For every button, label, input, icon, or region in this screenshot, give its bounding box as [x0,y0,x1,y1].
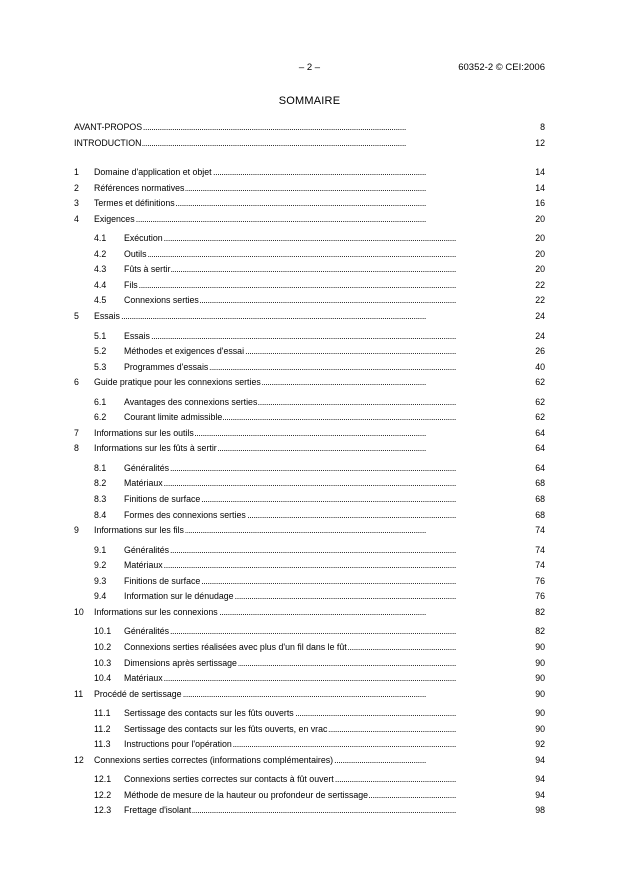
entry-number: 9.2 [94,560,107,571]
entry-page: 68 [534,476,545,492]
entry-title: Exigences [94,212,136,228]
dot-leader [94,212,532,228]
entry-title: Outils [124,247,148,263]
entry-number: 10 [74,606,84,617]
entry-title: Procédé de sertissage [94,687,183,703]
entry-title: Avantages des connexions serties [124,395,258,411]
dot-leader [124,558,532,574]
entry-title: Information sur le dénudage [124,589,235,605]
toc-subsection-4-2[interactable] [74,247,545,263]
entry-title: Informations sur les fils [94,523,185,539]
toc-subsection-8-2[interactable] [74,476,545,492]
entry-number: 8.1 [94,462,107,473]
toc-title: SOMMAIRE [278,95,341,107]
table-of-contents [74,120,545,819]
entry-title: Finitions de surface [124,574,201,590]
entry-title: Essais [124,329,151,345]
entry-number: 4 [74,213,79,224]
dot-leader [124,543,532,559]
entry-page: 62 [534,395,545,411]
dot-leader [124,476,532,492]
entry-number: 12 [74,754,84,765]
dot-leader [124,231,532,247]
toc-subsection-10-3[interactable] [74,656,545,672]
entry-page: 82 [534,624,545,640]
document-reference: 60352-2 © CEI:2006 [458,62,545,73]
page-number: – 2 – [298,62,321,73]
entry-number: 12.3 [94,805,112,816]
entry-title: Domaine d'application et objet [94,165,213,181]
entry-title: Généralités [124,461,170,477]
entry-title: Programmes d'essais [124,360,209,376]
toc-subsection-8-4[interactable] [74,508,545,524]
entry-page: 90 [534,687,545,703]
entry-title: Références normatives [94,181,185,197]
entry-title: Fûts à sertir [124,262,171,278]
entry-page: 20 [534,231,545,247]
entry-page: 64 [534,461,545,477]
entry-number: 9.4 [94,591,107,602]
entry-title: Frettage d'isolant [124,803,192,819]
entry-number: 5.1 [94,330,107,341]
entry-page: 82 [534,605,545,621]
entry-title: Connexions serties réalisées avec plus d'un fil dans le fût [124,640,348,656]
dot-leader [94,309,532,325]
dot-leader [124,624,532,640]
entry-number: 5 [74,311,79,322]
entry-page: 68 [534,508,545,524]
dot-leader [124,461,532,477]
toc-section-11[interactable] [74,687,545,703]
entry-title: Exécution [124,231,164,247]
entry-title: Essais [94,309,121,325]
entry-number: 4.3 [94,264,107,275]
entry-page: 22 [534,278,545,294]
entry-number: 1 [74,167,79,178]
entry-page: 90 [534,640,545,656]
toc-subsection-6-2[interactable] [74,410,545,426]
entry-number: 9.1 [94,544,107,555]
toc-subsection-4-4[interactable] [74,278,545,294]
toc-subsection-6-1[interactable] [74,395,545,411]
entry-number: 9.3 [94,575,107,586]
toc-section-6[interactable] [74,375,545,391]
entry-number: 3 [74,198,79,209]
entry-title: Matériaux [124,671,164,687]
toc-subsection-8-1[interactable] [74,461,545,477]
entry-number: 5.3 [94,361,107,372]
entry-title: Connexions serties correctes sur contacts à fût ouvert [124,772,335,788]
entry-page: 24 [534,329,545,345]
entry-number: 8.4 [94,509,107,520]
entry-title: Informations sur les connexions [94,605,219,621]
entry-number: 4.2 [94,248,107,259]
entry-title: INTRODUCTION [74,136,142,152]
entry-title: Courant limite admissible [124,410,223,426]
entry-number: 10.3 [94,657,112,668]
toc-section-9[interactable] [74,523,545,539]
entry-number: 11.2 [94,723,111,734]
entry-number: 8.3 [94,494,107,505]
entry-page: 90 [534,656,545,672]
dot-leader [124,247,532,263]
entry-title: Informations sur les outils [94,426,195,442]
toc-section-5[interactable] [74,309,545,325]
entry-number: 4.1 [94,233,107,244]
toc-subsection-5-1[interactable] [74,329,545,345]
entry-page: 74 [534,558,545,574]
entry-number: 12.2 [94,789,112,800]
dot-leader [124,278,532,294]
entry-number: 2 [74,182,79,193]
entry-number: 4.5 [94,295,107,306]
entry-page: 14 [534,165,545,181]
entry-number: 11.1 [94,708,111,719]
entry-title: Termes et définitions [94,196,176,212]
entry-title: Formes des connexions serties [124,508,247,524]
entry-title: Dimensions après sertissage [124,656,238,672]
toc-section-1[interactable] [74,165,545,181]
entry-page: 76 [534,574,545,590]
toc-section-10[interactable] [74,605,545,621]
entry-page: 94 [534,772,545,788]
toc-section-3[interactable] [74,196,545,212]
entry-page: 76 [534,589,545,605]
entry-title: Sertissage des contacts sur les fûts ouverts [124,706,295,722]
entry-page: 24 [534,309,545,325]
entry-number: 11.3 [94,739,111,750]
entry-title: Connexions serties [124,293,200,309]
entry-page: 94 [534,753,545,769]
entry-page: 98 [534,803,545,819]
toc-section-2[interactable] [74,181,545,197]
toc-section-4[interactable] [74,212,545,228]
entry-title: Méthode de mesure de la hauteur ou profondeur de sertissage [124,788,369,804]
entry-page: 68 [534,492,545,508]
toc-subsection-4-1[interactable] [74,231,545,247]
entry-page: 90 [534,722,545,738]
entry-number: 9 [74,525,79,536]
entry-number: 10.4 [94,673,112,684]
entry-title: Instructions pour l'opération [124,737,233,753]
entry-number: 8.2 [94,478,107,489]
toc-front-entry[interactable] [74,136,545,152]
toc-section-12[interactable] [74,753,545,769]
toc-subsection-11-3[interactable] [74,737,545,753]
toc-subsection-5-3[interactable] [74,360,545,376]
dot-leader [124,262,532,278]
entry-number: 6 [74,377,79,388]
toc-subsection-10-2[interactable] [74,640,545,656]
entry-page: 94 [534,788,545,804]
entry-page: 74 [534,543,545,559]
entry-title: AVANT-PROPOS [74,120,143,136]
toc-subsection-9-3[interactable] [74,574,545,590]
toc-subsection-5-2[interactable] [74,344,545,360]
toc-front-entry[interactable] [74,120,545,136]
entry-title: Généralités [124,543,170,559]
entry-page: 74 [534,523,545,539]
entry-number: 10.2 [94,641,112,652]
entry-number: 12.1 [94,774,112,785]
toc-section-7[interactable] [74,426,545,442]
entry-title: Sertissage des contacts sur les fûts ouverts, en vrac [124,722,328,738]
dot-leader [124,671,532,687]
entry-page: 40 [534,360,545,376]
entry-number: 4.4 [94,279,107,290]
toc-subsection-4-5[interactable] [74,293,545,309]
entry-number: 6.2 [94,412,107,423]
entry-title: Matériaux [124,476,164,492]
entry-page: 20 [534,247,545,263]
entry-page: 16 [534,196,545,212]
entry-number: 10.1 [94,626,112,637]
entry-title: Informations sur les fûts à sertir [94,441,218,457]
toc-subsection-12-1[interactable] [74,772,545,788]
toc-subsection-10-4[interactable] [74,671,545,687]
entry-page: 64 [534,441,545,457]
toc-subsection-9-1[interactable] [74,543,545,559]
entry-page: 90 [534,706,545,722]
entry-title: Méthodes et exigences d'essai [124,344,245,360]
toc-subsection-9-4[interactable] [74,589,545,605]
entry-number: 7 [74,427,79,438]
dot-leader [124,329,532,345]
entry-title: Guide pratique pour les connexions serties [94,375,262,391]
entry-page: 14 [534,181,545,197]
toc-subsection-11-2[interactable] [74,722,545,738]
entry-page: 12 [534,136,545,152]
entry-page: 62 [534,410,545,426]
toc-subsection-4-3[interactable] [74,262,545,278]
entry-page: 22 [534,293,545,309]
entry-number: 8 [74,443,79,454]
entry-page: 20 [534,212,545,228]
entry-page: 8 [539,120,545,136]
toc-subsection-12-3[interactable] [74,803,545,819]
entry-number: 6.1 [94,396,107,407]
toc-subsection-9-2[interactable] [74,558,545,574]
toc-subsection-12-2[interactable] [74,788,545,804]
entry-title: Connexions serties correctes (informations complémentaires) [94,753,334,769]
entry-title: Finitions de surface [124,492,201,508]
entry-title: Matériaux [124,558,164,574]
entry-page: 64 [534,426,545,442]
toc-section-8[interactable] [74,441,545,457]
dot-leader [74,136,532,152]
entry-title: Généralités [124,624,170,640]
entry-page: 90 [534,671,545,687]
toc-subsection-11-1[interactable] [74,706,545,722]
entry-page: 92 [534,737,545,753]
entry-page: 20 [534,262,545,278]
entry-page: 62 [534,375,545,391]
entry-page: 26 [534,344,545,360]
toc-subsection-8-3[interactable] [74,492,545,508]
toc-subsection-10-1[interactable] [74,624,545,640]
entry-number: 11 [74,688,84,699]
entry-number: 5.2 [94,346,107,357]
entry-title: Fils [124,278,139,294]
